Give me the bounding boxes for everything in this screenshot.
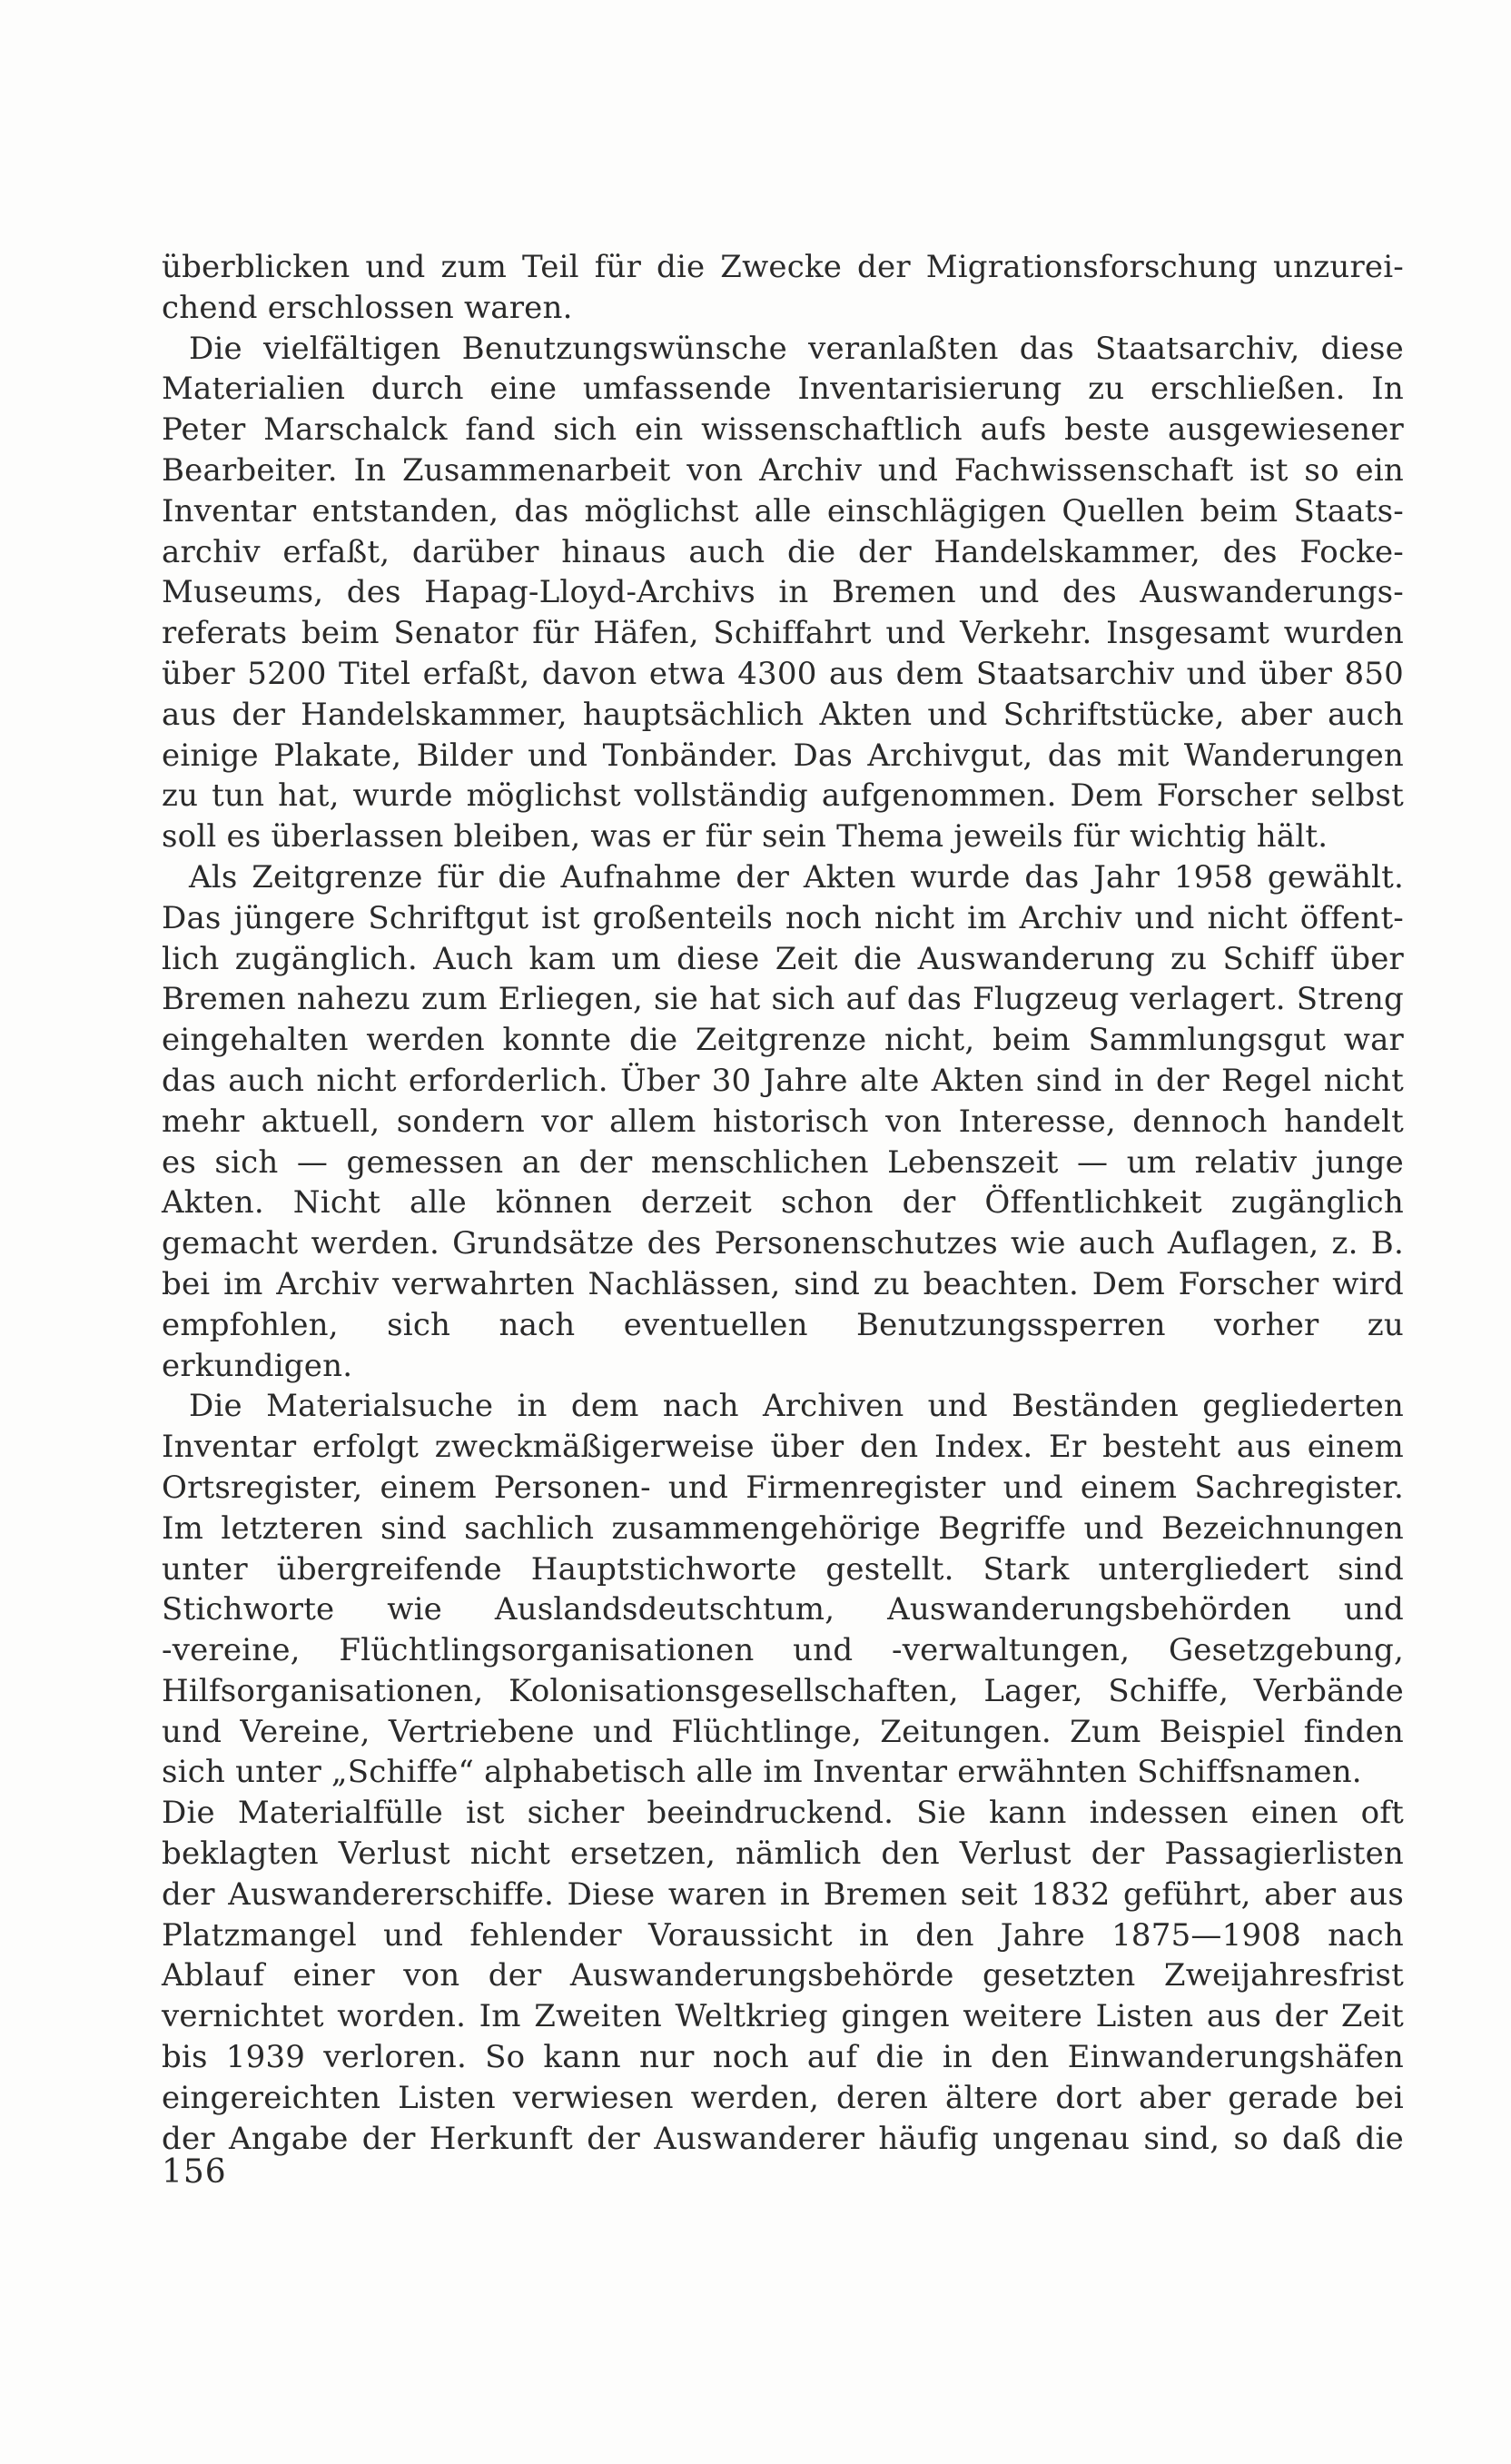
text-line: Hilfsorganisationen, Kolonisationsgesellschaften, Lager, Schiffe, Verbände xyxy=(162,1672,1404,1709)
text-line: eingehalten werden konnte die Zeitgrenze nicht, beim Sammlungsgut war xyxy=(162,1022,1404,1059)
text-line: Museums, des Hapag-Lloyd-Archivs in Bremen und des Auswanderungs- xyxy=(162,574,1404,611)
text-line: -vereine, Flüchtlingsorganisationen und -verwaltungen, Gesetzgebung, xyxy=(162,1632,1404,1669)
text-line: bis 1939 verloren. So kann nur noch auf die in den Einwanderungshäfen xyxy=(162,2039,1404,2076)
text-line: und Vereine, Vertriebene und Flüchtlinge, Zeitungen. Zum Beispiel finden xyxy=(162,1713,1404,1750)
text-line: Stichworte wie Auslandsdeutschtum, Auswanderungsbehörden und xyxy=(162,1591,1404,1628)
text-line: Das jüngere Schriftgut ist großenteils noch nicht im Archiv und nicht öffent- xyxy=(162,899,1404,936)
text-line: Als Zeitgrenze für die Aufnahme der Akten wurde das Jahr 1958 gewählt. xyxy=(189,858,1404,896)
text-line: Platzmangel und fehlender Voraussicht in den Jahre 1875—1908 nach xyxy=(162,1916,1404,1954)
text-line: referats beim Senator für Häfen, Schiffahrt und Verkehr. Insgesamt wurden xyxy=(162,615,1404,652)
text-line: das auch nicht erforderlich. Über 30 Jahre alte Akten sind in der Regel nicht xyxy=(162,1062,1404,1099)
text-line: archiv erfaßt, darüber hinaus auch die der Handelskammer, des Focke- xyxy=(162,533,1404,570)
text-line: bei im Archiv verwahrten Nachlässen, sind zu beachten. Dem Forscher wird xyxy=(162,1265,1404,1302)
text-line: Inventar erfolgt zweckmäßigerweise über den Index. Er besteht aus einem xyxy=(162,1429,1404,1466)
text-line: soll es überlassen bleiben, was er für sein Thema jeweils für wichtig hält. xyxy=(162,818,1328,856)
text-line: Die Materialfülle ist sicher beeindruckend. Sie kann indessen einen oft xyxy=(162,1795,1404,1832)
text-line: zu tun hat, wurde möglichst vollständig aufgenommen. Dem Forscher selbst xyxy=(162,777,1404,815)
text-line: empfohlen, sich nach eventuellen Benutzungssperren vorher zu xyxy=(162,1306,1404,1343)
text-line: aus der Handelskammer, hauptsächlich Akten und Schriftstücke, aber auch xyxy=(162,696,1404,733)
text-line: der Auswandererschiffe. Diese waren in Bremen seit 1832 geführt, aber aus xyxy=(162,1875,1404,1913)
text-line: vernichtet worden. Im Zweiten Weltkrieg gingen weitere Listen aus der Zeit xyxy=(162,1998,1404,2035)
text-line: der Angabe der Herkunft der Auswanderer häufig ungenau sind, so daß die xyxy=(162,2120,1404,2157)
text-line: gemacht werden. Grundsätze des Personenschutzes wie auch Auflagen, z. B. xyxy=(162,1225,1404,1262)
text-line: erkundigen. xyxy=(162,1347,353,1384)
text-line: unter übergreifende Hauptstichworte gestellt. Stark untergliedert sind xyxy=(162,1550,1404,1588)
text-line: einige Plakate, Bilder und Tonbänder. Das Archivgut, das mit Wanderungen xyxy=(162,737,1404,774)
text-line: überblicken und zum Teil für die Zwecke der Migrationsforschung unzurei- xyxy=(162,249,1404,285)
text-line: Im letzteren sind sachlich zusammengehörige Begriffe und Bezeichnungen xyxy=(162,1509,1404,1547)
text-line: eingereichten Listen verwiesen werden, deren ältere dort aber gerade bei xyxy=(162,2079,1404,2116)
text-line: Ablauf einer von der Auswanderungsbehörde gesetzten Zweijahresfrist xyxy=(162,1957,1404,1994)
text-line: Akten. Nicht alle können derzeit schon der Öffentlichkeit zugänglich xyxy=(162,1184,1404,1222)
text-line: mehr aktuell, sondern vor allem historisch von Interesse, dennoch handelt xyxy=(162,1103,1404,1140)
body-text xyxy=(162,247,1404,2159)
text-line: Peter Marschalck fand sich ein wissenschaftlich aufs beste ausgewiesener xyxy=(162,411,1404,449)
text-line: Bearbeiter. In Zusammenarbeit von Archiv und Fachwissenschaft ist so ein xyxy=(162,451,1404,489)
text-line: über 5200 Titel erfaßt, davon etwa 4300 aus dem Staatsarchiv und über 850 xyxy=(162,655,1404,692)
text-line: lich zugänglich. Auch kam um diese Zeit die Auswanderung zu Schiff über xyxy=(162,940,1404,977)
text-line: es sich — gemessen an der menschlichen Lebenszeit — um relativ junge xyxy=(162,1143,1404,1181)
page-number: 156 xyxy=(162,2153,227,2191)
text-line: beklagten Verlust nicht ersetzen, nämlich den Verlust der Passagierlisten xyxy=(162,1836,1404,1873)
text-line: Die Materialsuche in dem nach Archiven und Beständen gegliederten xyxy=(189,1388,1404,1425)
text-line: Inventar entstanden, das möglichst alle einschlägigen Quellen beim Staats- xyxy=(162,492,1404,529)
text-line: Die vielfältigen Benutzungswünsche veranlaßten das Staatsarchiv, diese xyxy=(189,330,1404,367)
text-line: Bremen nahezu zum Erliegen, sie hat sich auf das Flugzeug verlagert. Streng xyxy=(162,981,1404,1018)
text-line: Materialien durch eine umfassende Inventarisierung zu erschließen. In xyxy=(162,371,1404,408)
text-line: chend erschlossen waren. xyxy=(162,289,573,326)
text-line: Ortsregister, einem Personen- und Firmenregister und einem Sachregister. xyxy=(162,1469,1404,1506)
text-line: sich unter „Schiffe“ alphabetisch alle im Inventar erwähnten Schiffsnamen. xyxy=(162,1754,1362,1791)
